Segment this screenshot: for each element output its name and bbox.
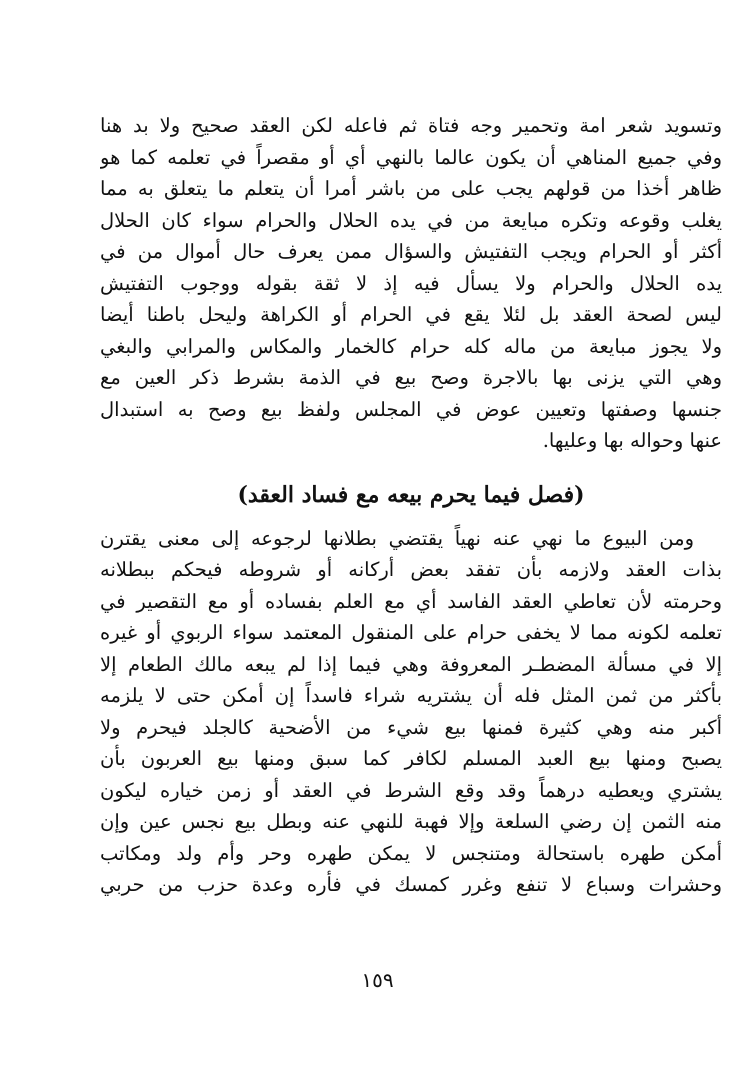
text-line: ظاهر أخذا من قولهم يجب على من باشر أمرا أن يتعلم ما يتعلق به مما xyxy=(100,177,722,200)
text-line: عنها وحواله بها وعليها. xyxy=(542,429,722,452)
text-line: وفي جميع المناهي أن يكون عالما بالنهي أي أو مقصراً في تعلمه كما هو xyxy=(100,145,722,169)
text-line: جنسها وصفتها وتعيين عوض في المجلس ولفظ بيع وصح به استبدال xyxy=(100,397,722,421)
paragraph-1 xyxy=(100,110,722,457)
page-content xyxy=(100,110,722,901)
page-number: ١٥٩ xyxy=(361,968,394,992)
text-line: يده الحلال والحرام ولا يسأل فيه إذ لا ثقة بقوله ووجوب التفتيش xyxy=(100,271,722,295)
text-line: وحرمته لأن تعاطي العقد الفاسد أي مع العلم بفساده أو مع التقصير في xyxy=(100,589,722,613)
text-line: منه الثمن إن رضي السلعة وإلا فهبة للنهي عنه وبطل بيع نجس عين وإن xyxy=(100,810,722,833)
text-line: وحشرات وسباع لا تنفع وغرر كمسك في فأره وعدة حزب من حربي xyxy=(100,873,722,896)
section-heading: (فصل فيما يحرم بيعه مع فساد العقد) xyxy=(237,481,585,508)
text-line: بذات العقد ولازمه بأن تفقد بعض أركانه أو شروطه فيحكم ببطلانه xyxy=(100,558,722,581)
text-line: ولا يجوز مبايعة من ماله كله حرام كالخمار والمكاس والمرابي والبغي xyxy=(100,334,722,358)
text-line: يشتري ويعطيه درهماً وقد وقع الشرط في العقد أو زمن خياره ليكون xyxy=(100,778,722,802)
text-line: أمكن طهره باستحالة ومتنجس لا يمكن طهره وحر وأم ولد ومكاتب xyxy=(100,841,722,865)
text-line: وتسويد شعر امة وتحمير وجه فتاة ثم فاعله لكن العقد صحيح ولا بد هنا xyxy=(100,114,722,137)
text-line: يصبح ومنها بيع العبد المسلم لكافر كما سبق ومنها بيع العربون بأن xyxy=(100,747,722,770)
paragraph-2 xyxy=(100,523,722,901)
text-line: إلا في مسألة المضطـر المعروفة وهي فيما إذا لم يبعه مالك الطعام إلا xyxy=(100,652,722,676)
text-line: تعلمه لكونه مما لا يخفى حرام على المنقول المعتمد سواء الربوي أو غيره xyxy=(100,621,722,644)
text-line: ليس لصحة العقد بل لئلا يقع في الحرام أو الكراهة وليحل باطنا أيضا xyxy=(100,303,722,326)
text-line: ومن البيوع ما نهي عنه نهياً يقتضي بطلانها لرجوعه إلى معنى يقترن xyxy=(100,526,694,550)
text-line: أكثر أو الحرام ويجب التفتيش والسؤال ممن يعرف حال أموال من في xyxy=(100,240,722,263)
text-line: أكبر منه وهي كثيرة فمنها بيع شيء من الأضحية كالجلد فيحرم ولا xyxy=(100,715,722,739)
text-line: وهي التي يزنى بها بالاجرة وصح بيع في الذمة بشرط ذكر العين مع xyxy=(100,366,722,389)
text-line: بأكثر من ثمن المثل فله أن يشتريه شراء فاسداً إن أمكن حتى لا يلزمه xyxy=(100,684,722,707)
text-line: يغلب وقوعه وتكره مبايعة من في يده الحلال والحرام سواء كان الحلال xyxy=(100,208,722,232)
